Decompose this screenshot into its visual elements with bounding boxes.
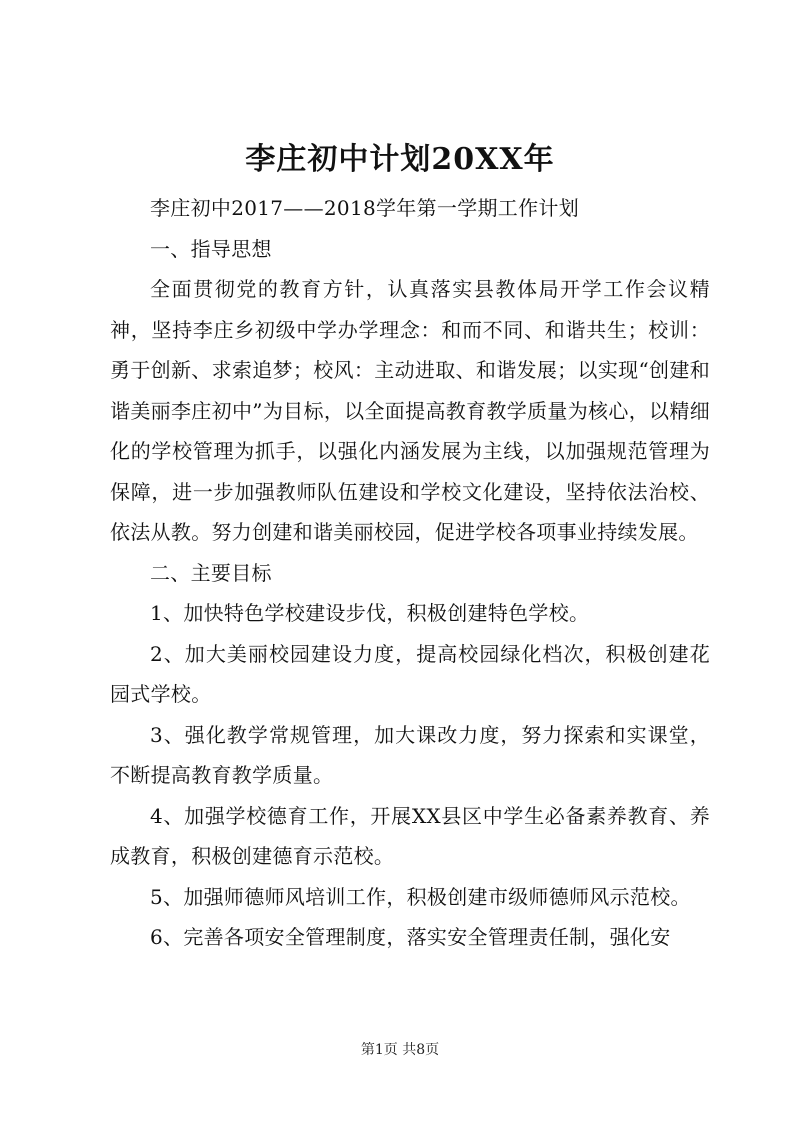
guiding-ideology-paragraph: 全面贯彻党的教育方针，认真落实县教体局开学工作会议精神，坚持李庄乡初级中学办学理念：和而不同、和谐共生；校训：勇于创新、求索追梦；校风：主动进取、和谐发展；以实现“创建和谐美丽李庄初中”为目标，以全面提高教育教学质量为核心，以精细化的学校管理为抓手，以强化内涵发展为主线，以加强规范管理为保障，进一步加强教师队伍建设和学校文化建设，坚持依法治校、依法从教。努力创建和谐美丽校园，促进学校各项事业持续发展。	[110, 277, 710, 544]
goal-item-1: 1、加快特色学校建设步伐，积极创建特色学校。	[150, 601, 590, 625]
plan-subtitle: 李庄初中2017——2018学年第一学期工作计划	[150, 196, 579, 220]
goal-item-5: 5、加强师德师风培训工作，积极创建市级师德师风示范校。	[150, 884, 691, 909]
goal-item-2: 2、加大美丽校园建设力度，提高校园绿化档次，积极创建花园式学校。	[110, 641, 710, 706]
document-title: 李庄初中计划20XX年	[245, 142, 555, 177]
section-heading-main-goals: 二、主要目标	[150, 560, 272, 585]
goal-item-4: 4、加强学校德育工作，开展XX县区中学生必备素养教育、养成教育，积极创建德育示范校。	[110, 803, 710, 868]
document-body	[110, 188, 710, 958]
goal-item-6: 6、完善各项安全管理制度，落实安全管理责任制，强化安	[150, 925, 671, 949]
section-heading-guiding-ideology: 一、指导思想	[150, 236, 272, 261]
page-footer: 第1页 共8页	[360, 1042, 440, 1058]
goal-item-3: 3、强化教学常规管理，加大课改力度，努力探索和实课堂，不断提高教育教学质量。	[110, 722, 710, 787]
